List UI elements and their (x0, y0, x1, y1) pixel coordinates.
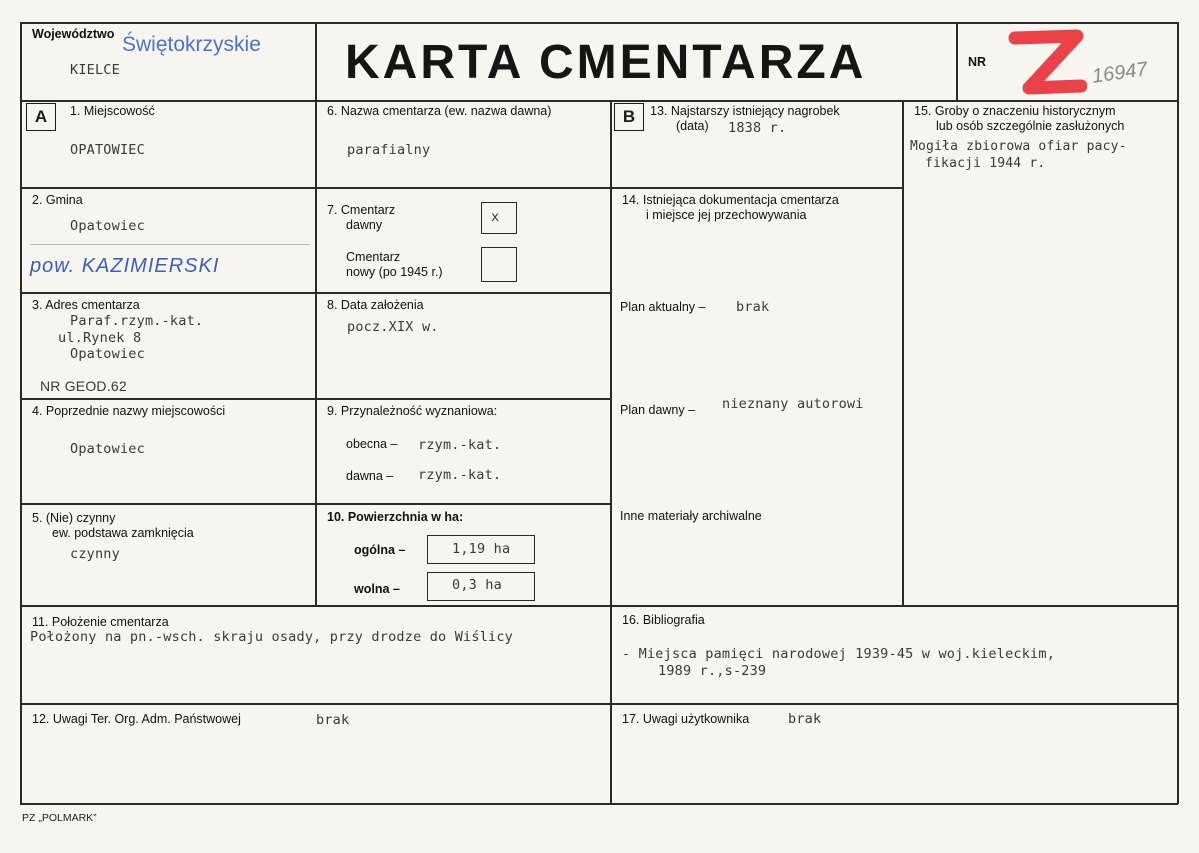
field-7-dawny-mark: x (491, 209, 500, 225)
frame-right-line (1177, 22, 1179, 804)
field-3-line-3: Opatowiec (70, 346, 145, 362)
field-3-label: 3. Adres cmentarza (32, 298, 140, 312)
field-1-label: 1. Miejscowość (70, 104, 155, 118)
field-10-wolna-value: 0,3 ha (452, 577, 502, 593)
field-4-value: Opatowiec (70, 441, 145, 457)
field-12-value: brak (316, 712, 350, 728)
field-11-label: 11. Położenie cmentarza (32, 615, 169, 629)
field-12-label: 12. Uwagi Ter. Org. Adm. Państwowej (32, 712, 241, 726)
field-2-label: 2. Gmina (32, 193, 83, 207)
field-3-geod-number: NR GEOD.62 (40, 378, 127, 394)
field-10-label: 10. Powierzchnia w ha: (327, 510, 464, 524)
field-5-value: czynny (70, 546, 120, 562)
field-14-inne-label: Inne materiały archiwalne (620, 509, 762, 523)
field-14-plan-aktualny-label: Plan aktualny – (620, 300, 706, 314)
row-line-5 (20, 605, 1178, 607)
printer-imprint: PZ „POLMARK” (22, 812, 97, 824)
field-6-value: parafialny (347, 142, 431, 158)
card-title: KARTA CMENTARZA (345, 36, 867, 89)
field-16-value-line-2: 1989 r.,s-239 (658, 663, 767, 679)
row-line-b1 (610, 187, 903, 189)
field-2-faint-line (30, 244, 310, 245)
field-10-ogolna-box (427, 535, 535, 564)
field-14-label: 14. Istniejąca dokumentacja cmentarza (622, 193, 839, 207)
field-10-wolna-label: wolna – (354, 582, 400, 596)
field-8-value: pocz.XIX w. (347, 319, 439, 335)
field-14-plan-aktualny-value: brak (736, 299, 770, 315)
field-13-sublabel: (data) (676, 119, 709, 133)
field-4-label: 4. Poprzednie nazwy miejscowości (32, 404, 226, 418)
field-15-label: 15. Groby o znaczeniu historycznym (914, 104, 1116, 118)
voivodeship-stamp: Świętokrzyskie (122, 33, 261, 56)
field-13-label: 13. Najstarszy istniejący nagrobek (650, 104, 840, 118)
col-line-nr (956, 22, 958, 101)
field-7-nowy-sublabel: nowy (po 1945 r.) (346, 265, 443, 279)
section-a-marker: A (26, 103, 56, 131)
field-17-label: 17. Uwagi użytkownika (622, 712, 750, 726)
field-2-value: Opatowiec (70, 218, 145, 234)
field-9-obecna-label: obecna – (346, 437, 398, 451)
col-line-1 (315, 22, 317, 605)
field-11-value: Położony na pn.-wsch. skraju osady, przy drodze do Wiślicy (30, 629, 514, 645)
frame-bottom-line (20, 803, 1178, 805)
field-7-dawny-label: dawny (346, 218, 383, 232)
field-6-label: 6. Nazwa cmentarza (ew. nazwa dawna) (327, 104, 552, 118)
field-1-value: OPATOWIEC (70, 142, 145, 158)
field-10-ogolna-value: 1,19 ha (452, 541, 511, 557)
field-14-plan-dawny-value: nieznany autorowi (722, 396, 864, 412)
field-15-sublabel: lub osób szczególnie zasłużonych (936, 119, 1125, 133)
header-divider (20, 100, 1178, 102)
row-line-6 (20, 703, 1178, 705)
field-16-label: 16. Bibliografia (622, 613, 705, 627)
field-5-label: 5. (Nie) czynny (32, 511, 116, 525)
field-13-value: 1838 r. (728, 120, 787, 136)
field-9-dawna-label: dawna – (346, 469, 394, 483)
field-10-wolna-box (427, 572, 535, 601)
frame-left-line (20, 22, 22, 804)
field-10-ogolna-label: ogólna – (354, 543, 406, 557)
field-3-line-2: ul.Rynek 8 (58, 330, 142, 346)
red-z-mark (1005, 26, 1087, 98)
section-b-marker: B (614, 103, 644, 131)
field-7-dawny-checkbox (481, 202, 517, 234)
field-17-value: brak (788, 711, 822, 727)
field-9-obecna-value: rzym.-kat. (418, 437, 502, 453)
field-5-sublabel: ew. podstawa zamknięcia (52, 526, 194, 540)
field-7-label: 7. Cmentarz (327, 203, 396, 217)
field-15-value-line-2: fikacji 1944 r. (925, 156, 1046, 171)
col-line-2 (610, 100, 612, 803)
field-14-sublabel: i miejsce jej przechowywania (646, 208, 807, 222)
field-16-value-line-1: - Miejsca pamięci narodowej 1939-45 w woj.kieleckim, (622, 646, 1056, 662)
field-8-label: 8. Data założenia (327, 298, 424, 312)
field-14-plan-dawny-label: Plan dawny – (620, 403, 696, 417)
nr-pencil-number: 16947 (1090, 58, 1149, 88)
voivodeship-label: Województwo (32, 27, 115, 41)
frame-top-line (20, 22, 1178, 24)
voivodeship-typed: KIELCE (70, 62, 120, 78)
nr-label: NR (968, 55, 987, 69)
col-line-3 (902, 100, 904, 605)
field-3-line-1: Paraf.rzym.-kat. (70, 313, 204, 329)
field-2-handwritten-note: pow. KAZIMIERSKI (30, 255, 220, 277)
field-7-nowy-label: Cmentarz (346, 250, 401, 264)
field-7-nowy-checkbox (481, 247, 517, 282)
field-15-value-line-1: Mogiła zbiorowa ofiar pacy- (910, 139, 1127, 154)
field-9-label: 9. Przynależność wyznaniowa: (327, 404, 498, 418)
field-9-dawna-value: rzym.-kat. (418, 467, 502, 483)
